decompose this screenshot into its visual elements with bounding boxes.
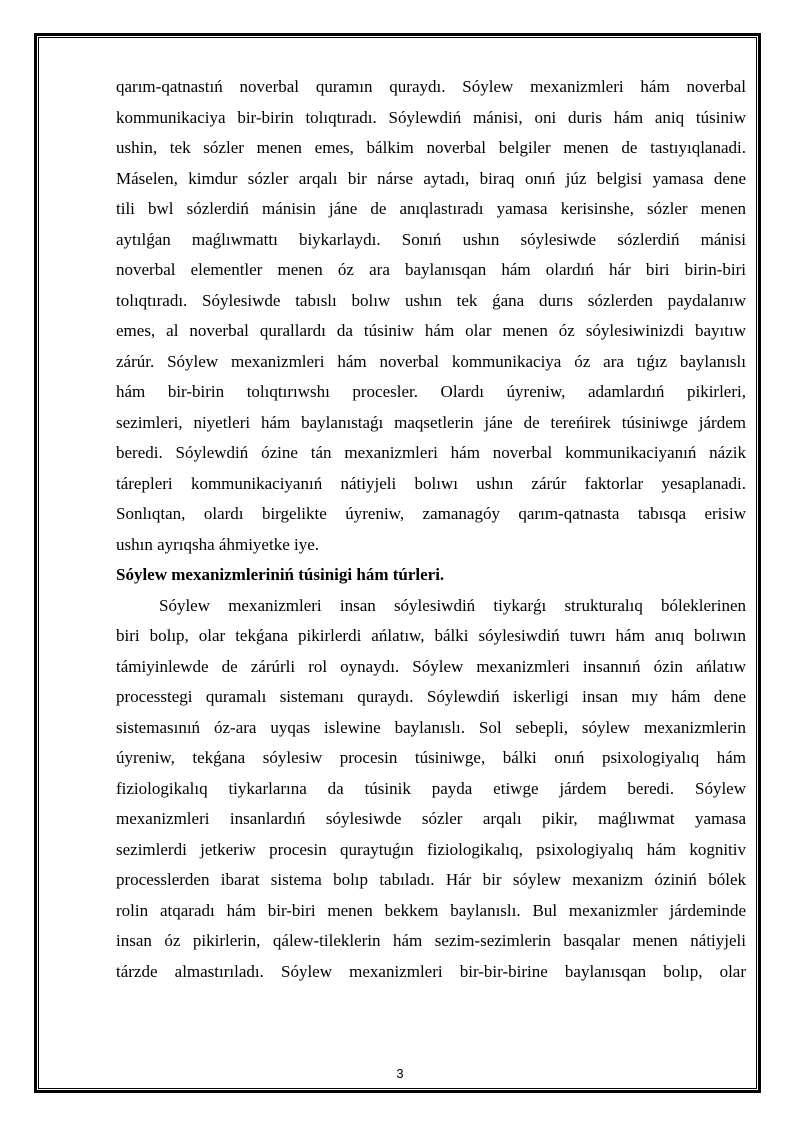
text-line: Máselen, kimdur sózler arqalı bir nárse aytadı, biraq onıń júz belgisi yamasa dene	[116, 168, 746, 188]
text-line: processlerden ibarat sistema bolıp tabıladı. Hár bir sóylew mexanizm óziniń bólek	[116, 870, 746, 889]
section-heading: Sóylew mexanizmleriniń túsinigi hám túrleri.	[116, 565, 445, 584]
document-body	[116, 72, 746, 987]
text-line: kommunikaciya bir-birin tolıqtıradı. Sóylewdiń mánisi, oni duris hám aniq túsiniw	[116, 107, 746, 127]
text-line: aytılǵan maǵlıwmattı biykarlaydı. Sonıń ushın sóylesiwde sózlerdiń mánisi	[116, 229, 746, 249]
text-line: qarım-qatnastıń noverbal quramın quraydı. Sóylew mexanizmleri hám noverbal	[116, 77, 746, 96]
text-line: Sonlıqtan, olardı birgelikte úyreniw, zamanagóy qarım-qatnasta tabısqa erisiw	[116, 504, 746, 523]
text-line: sezimleri, niyetleri hám baylanıstaǵı maqsetlerin jáne de tereńirek túsiniwge járdem	[116, 412, 746, 432]
text-line: mexanizmleri insanlardıń sóylesiwde sózler arqalı pikir, maǵlıwmat yamasa	[116, 809, 746, 828]
text-line: hám bir-birin tolıqtırıwshı procesler. Olardı úyreniw, adamlardıń pikirleri,	[116, 382, 746, 401]
text-line: rolin atqaradı hám bir-biri menen bekkem baylanıslı. Bul mexanizmler járdeminde	[116, 900, 746, 920]
text-line: Sóylew mexanizmleri insan sóylesiwdiń tiykarǵı strukturalıq bóleklerinen	[159, 595, 746, 615]
text-line: biri bolıp, olar tekǵana pikirlerdi ańlatıw, bálki sóylesiwdiń tuwrı hám anıq bolıwın	[116, 626, 746, 645]
text-line: sezimlerdi jetkeriw procesin quraytuǵın fiziologikalıq, psixologiyalıq hám kognitiv	[116, 839, 746, 859]
text-line: tili bwl sózlerdiń mánisin jáne de anıqlastıradı yamasa kerisinshe, sózler menen	[116, 199, 746, 218]
text-line: zárúr. Sóylew mexanizmleri hám noverbal kommunikaciya óz ara tıǵız baylanıslı	[116, 351, 746, 371]
text-line: insan óz pikirlerin, qálew-tileklerin hám sezim-sezimlerin basqalar menen nátiyjeli	[116, 931, 746, 950]
text-line: processtegi quramalı sistemanı quraydı. Sóylewdiń iskerligi insan mıy hám dene	[116, 687, 746, 706]
text-line: tolıqtıradı. Sóylesiwde tabıslı bolıw ushın tek ǵana durıs sózlerden paydalanıw	[116, 290, 746, 310]
text-line: tárzde almastırıladı. Sóylew mexanizmleri bir-bir-birine baylanısqan bolıp, olar	[116, 961, 746, 981]
text-line: fiziologikalıq tiykarlarına da túsinik payda etiwge járdem beredi. Sóylew	[116, 778, 746, 798]
text-line: sistemasınıń óz-ara uyqas islewine baylanıslı. Sol sebepli, sóylew mexanizmlerin	[116, 717, 746, 737]
paragraph-1	[116, 72, 746, 560]
text-line: beredi. Sóylewdiń ózine tán mexanizmleri hám noverbal kommunikaciyanıń názik	[116, 443, 746, 462]
text-line: támiyinlewde de zárúrli rol oynaydı. Sóylew mexanizmleri insannıń ózin ańlatıw	[116, 656, 746, 676]
paragraph-2	[116, 591, 746, 988]
text-line: ushın ayrıqsha áhmiyetke iye.	[116, 534, 320, 554]
text-line: úyreniw, tekǵana sóylesiw procesin túsiniwge, bálki onıń psixologiyalıq hám	[116, 748, 746, 767]
text-line: emes, al noverbal qurallardı da túsiniw hám olar menen óz sóylesiwinizdi bayıtıw	[116, 321, 746, 340]
text-line: noverbal elementler menen óz ara baylanısqan hám olardıń hár biri birin-biri	[116, 260, 746, 279]
text-line: tárepleri kommunikaciyanıń nátiyjeli bolıwı ushın zárúr faktorlar yesaplanadi.	[116, 473, 746, 493]
page-number: 3	[396, 1066, 404, 1081]
text-line: ushin, tek sózler menen emes, bálkim noverbal belgiler menen de tastıyıqlanadi.	[116, 138, 746, 157]
